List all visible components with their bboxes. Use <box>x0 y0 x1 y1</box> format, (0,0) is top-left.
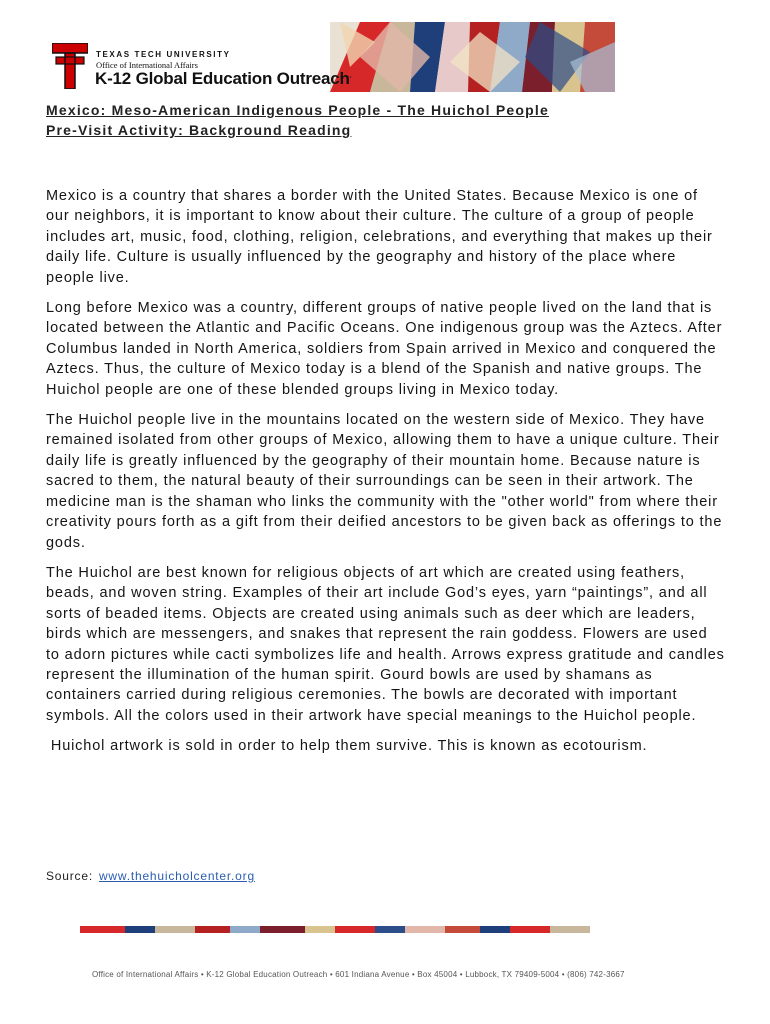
document-subtitle: Pre-Visit Activity: Background Reading <box>46 122 352 138</box>
paragraph-4: The Huichol are best known for religious objects of art which are created using feathers, beads, and woven string. Examples of their art include God’s eyes, yarn “paintings”, and all sorts of beaded items. Objects are created using animals such as deer which are leaders, birds which are messengers, and snakes that represent the rain goddess. Flowers are used to adorn pictures while cacti symbolizes life and health. Arrows express gratitude and candles represent the illumination of the human spirit. Gourd bowls are used by shamans as containers carried during religious ceremonies. The bowls are decorated with important symbols. All the colors used in their artwork have special meanings to the Huichol people. <box>46 564 725 724</box>
program-name-text: K-12 Global Education Outreach <box>95 69 350 88</box>
mosaic-banner <box>330 22 615 92</box>
paragraph-3: The Huichol people live in the mountains located on the western side of Mexico. They have remained isolated from other groups of Mexico, allowing them to have a unique culture. Their daily life is greatly influenced by the geography of their mountain home. Because nature is sacred to them, the natural beauty of their surroundings can be seen in their artwork. The medicine man is the shaman who links the community with the "other world" from where their creativity pours forth as a gift from their deified ancestors to be given back as offerings to the gods. <box>46 412 723 551</box>
footer-address: Office of International Affairs • K-12 Global Education Outreach • 601 Indiana Avenue • Box 45004 • Lubbock, TX 79409-5004 • (806) 742-3667 <box>92 970 625 979</box>
double-t-logo-icon <box>52 43 88 89</box>
paragraph-2: Long before Mexico was a country, different groups of native people lived on the land that is located between the Atlantic and Pacific Oceans. One indigenous group was the Aztecs. After Columbus landed in North America, soldiers from Spain arrived in Mexico and conquered the Aztecs. Thus, the culture of Mexico today is a blend of the Spanish and native groups. The Huichol people are one of these blended groups living in Mexico today. <box>46 300 723 398</box>
source-line <box>46 869 255 883</box>
paragraph-5: Huichol artwork is sold in order to help them survive. This is known as ecotourism. <box>46 738 648 755</box>
letterhead <box>0 0 770 100</box>
paragraph-1: Mexico is a country that shares a border with the United States. Because Mexico is one of our neighbors, it is important to know about their culture. The culture of a group of people includes art, music, food, clothing, religion, celebrations, and everything that makes up their daily life. Culture is usually influenced by the geography and history of the place where people live. <box>46 188 713 286</box>
document-title: Mexico: Meso-American Indigenous People - The Huichol People <box>46 102 549 118</box>
program-name <box>95 69 351 89</box>
program-mark: . <box>349 72 352 80</box>
body-text <box>46 186 726 767</box>
office-name: Office of International Affairs <box>96 60 198 70</box>
footer-mosaic-bar <box>80 926 590 933</box>
source-label: Source: <box>46 869 93 883</box>
source-link[interactable]: www.thehuicholcenter.org <box>98 869 255 883</box>
university-name: TEXAS TECH UNIVERSITY <box>96 50 231 59</box>
